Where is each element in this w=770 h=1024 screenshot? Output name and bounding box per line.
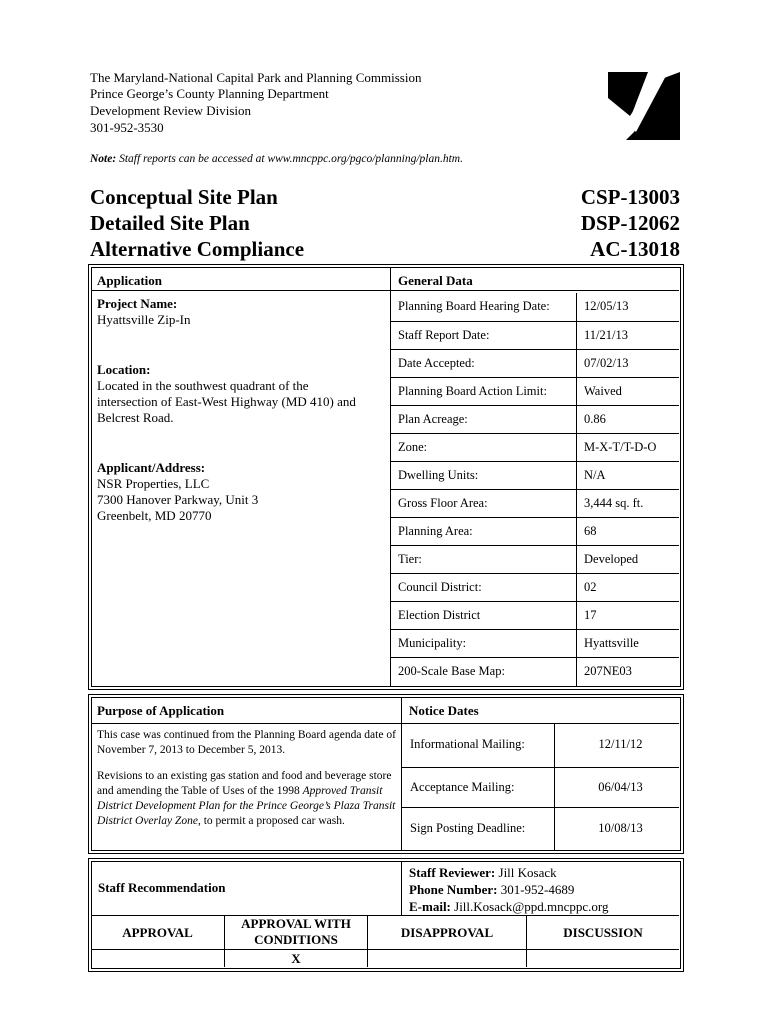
mncppc-logo (608, 68, 680, 140)
purpose-paragraph-1: This case was continued from the Planning Board agenda date of November 7, 2013 to December 5, 2013. (97, 729, 396, 756)
case-number-ac: AC-13018 (590, 237, 680, 261)
header-line-department: Prince George’s County Planning Department (90, 86, 329, 101)
note-label: Note: (90, 153, 117, 165)
location-line-2: intersection of East-West Highway (MD 410) and (97, 394, 356, 409)
application-title: Application (97, 273, 163, 288)
purpose-title: Purpose of Application (97, 703, 225, 718)
general-data-row: Gross Floor Area: 3,444 sq. ft. (391, 489, 679, 517)
option-approval: APPROVAL (122, 925, 193, 940)
location-label: Location: (97, 362, 151, 377)
general-data-row: Date Accepted: 07/02/13 (391, 349, 679, 377)
applicant-label: Applicant/Address: (97, 460, 206, 475)
applicant-block (97, 460, 258, 524)
general-data-row: 200-Scale Base Map: 207NE03 (391, 657, 679, 687)
note-text: Staff reports can be accessed at www.mncppc.org/pgco/planning/plan.htm. (119, 153, 463, 165)
general-data-row: Election District 17 (391, 601, 679, 629)
option-disapproval: DISAPPROVAL (400, 925, 494, 940)
general-data-row: Planning Area: 68 (391, 517, 679, 545)
option-approval-with-conditions: APPROVAL WITH CONDITIONS (241, 916, 351, 947)
general-data-row: Municipality: Hyattsville (391, 629, 679, 657)
project-name-label: Project Name: (97, 296, 178, 311)
project-name-block (97, 296, 191, 328)
general-data-title: General Data (398, 273, 473, 288)
notice-dates-title: Notice Dates (409, 703, 479, 718)
general-data-row: Council District: 02 (391, 573, 679, 601)
staff-recommendation-title: Staff Recommendation (98, 880, 226, 895)
staff-contact-block (409, 864, 609, 915)
general-data-row: Plan Acreage: 0.86 (391, 405, 679, 433)
general-data-row: Staff Report Date: 11/21/13 (391, 321, 679, 349)
general-data-row: Planning Board Action Limit: Waived (391, 377, 679, 405)
title-conceptual-site-plan: Conceptual Site Plan (90, 185, 278, 209)
option-discussion: DISCUSSION (563, 925, 643, 940)
notice-date-row: Informational Mailing: 12/11/12 (402, 724, 679, 767)
general-data-row: Planning Board Hearing Date: 12/05/13 (391, 293, 679, 321)
staff-email-line: E-mail: Jill.Kosack@ppd.mncppc.org (409, 899, 609, 914)
staff-reviewer-line: Staff Reviewer: Jill Kosack (409, 865, 557, 880)
header-line-division: Development Review Division (90, 103, 252, 118)
applicant-line-1: NSR Properties, LLC (97, 476, 210, 491)
staff-report-note (90, 153, 463, 165)
case-number-csp: CSP-13003 (580, 185, 680, 209)
selected-option-mark: X (291, 951, 301, 966)
applicant-line-3: Greenbelt, MD 20770 (97, 508, 212, 523)
purpose-paragraph-2: Revisions to an existing gas station and food and beverage store and amending the Table of Uses of the 1998 Approved Transit District Development Plan for the Prince George’s Plaza Transit District Overlay Zone, to permit a proposed car wash. (97, 770, 396, 827)
header-line-commission: The Maryland-National Capital Park and Planning Commission (90, 70, 422, 85)
general-data-row: Dwelling Units: N/A (391, 461, 679, 489)
title-detailed-site-plan: Detailed Site Plan (90, 211, 250, 235)
general-data-row: Tier: Developed (391, 545, 679, 573)
location-line-1: Located in the southwest quadrant of the (97, 378, 309, 393)
case-number-dsp: DSP-12062 (580, 211, 680, 235)
applicant-line-2: 7300 Hanover Parkway, Unit 3 (97, 492, 259, 507)
notice-date-row: Sign Posting Deadline: 10/08/13 (402, 807, 679, 851)
header-line-phone: 301-952-3530 (90, 120, 164, 135)
general-data-row: Zone: M-X-T/T-D-O (391, 433, 679, 461)
notice-date-row: Acceptance Mailing: 06/04/13 (402, 767, 679, 808)
location-block (97, 362, 387, 426)
staff-phone-line: Phone Number: 301-952-4689 (409, 882, 575, 897)
location-line-3: Belcrest Road. (97, 410, 174, 425)
project-name-value: Hyattsville Zip-In (97, 312, 191, 327)
title-alternative-compliance: Alternative Compliance (90, 237, 305, 261)
